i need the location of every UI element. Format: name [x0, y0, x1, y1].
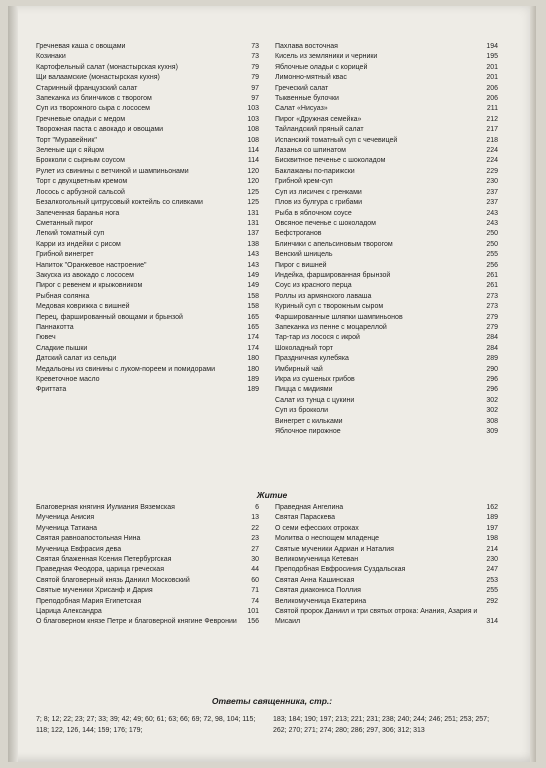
- life-entry: [36, 617, 259, 627]
- recipe-title: Зеленые щи с яйцом: [36, 147, 104, 155]
- recipe-title: Суп из брокколи: [275, 407, 329, 415]
- recipe-entry: [275, 313, 498, 323]
- recipe-page-number: 125: [247, 199, 259, 207]
- recipe-title: Гювеч: [36, 334, 56, 342]
- recipe-entry: [275, 261, 498, 271]
- recipe-title: Картофельный салат (монастырская кухня): [36, 63, 178, 71]
- recipe-page-number: 174: [247, 334, 259, 342]
- recipe-title: Креветочное масло: [36, 376, 100, 383]
- life-title: Святая диакониса Поллия: [275, 587, 361, 595]
- life-page-number: 30: [251, 556, 259, 564]
- life-entry: [36, 555, 259, 565]
- recipe-page-number: 261: [486, 282, 498, 290]
- life-page-number: 71: [251, 587, 259, 595]
- recipe-page-number: 79: [251, 63, 259, 71]
- recipe-page-number: 230: [486, 178, 498, 186]
- recipe-title: Овсяное печенье с шоколадом: [275, 219, 376, 227]
- recipe-page-number: 103: [247, 105, 259, 113]
- recipe-page-number: 224: [486, 157, 498, 165]
- recipe-page-number: 255: [486, 251, 498, 259]
- recipe-entry: [36, 136, 259, 146]
- recipe-title: Пирог с ревенем и крыжовником: [36, 282, 143, 290]
- life-title: Святые мученики Хрисанф и Дария: [36, 587, 153, 595]
- recipe-page-number: 279: [486, 323, 498, 331]
- life-page-number: 314: [486, 618, 498, 626]
- life-page-number: 101: [247, 608, 259, 616]
- recipe-title: Греческий салат: [275, 84, 329, 92]
- recipe-title: Грибной винегрет: [36, 251, 94, 259]
- recipe-title: Лосось с арбузной сальсой: [36, 188, 125, 196]
- life-entry: [36, 586, 259, 596]
- life-title: Святая равноапостольная Нина: [36, 535, 141, 543]
- recipe-page-number: 243: [486, 209, 498, 217]
- recipe-entry: [36, 84, 259, 94]
- life-entry: [275, 576, 498, 586]
- recipe-entry: [275, 42, 498, 52]
- life-entry: [275, 565, 498, 575]
- recipe-page-number: 149: [247, 282, 259, 290]
- recipe-title: Датский салат из сельди: [36, 355, 117, 363]
- recipe-title: Салат «Нисуаз»: [275, 105, 328, 113]
- recipe-title: Суп из лисичек с гренками: [275, 188, 362, 196]
- life-title: О благоверном князе Петре и благоверной княгине Февронии: [36, 618, 237, 626]
- recipe-page-number: 174: [247, 344, 259, 352]
- recipe-page-number: 73: [251, 43, 259, 50]
- life-page-number: 6: [255, 504, 259, 511]
- recipe-entry: [36, 333, 259, 343]
- life-title: Святая Параскева: [275, 514, 336, 522]
- recipe-entry: [275, 52, 498, 62]
- recipe-title: Блинчики с апельсиновым творогом: [275, 240, 393, 248]
- life-entry: [36, 576, 259, 586]
- recipe-title: Лазанья со шпинатом: [275, 147, 346, 155]
- life-entry: [36, 513, 259, 523]
- recipe-title: Испанский томатный суп с чечевицей: [275, 136, 398, 144]
- answers-right: 183; 184; 190; 197; 213; 221; 231; 238; 240; 244; 246; 251; 253; 257; 262; 270; 271; 274; 280; 286; 297, 306; 312; 313: [273, 716, 490, 734]
- recipe-entry: [36, 302, 259, 312]
- recipe-page-number: 243: [486, 219, 498, 227]
- recipe-entry: [36, 375, 259, 385]
- recipe-page-number: 149: [247, 271, 259, 279]
- recipe-title: Паннакотта: [36, 323, 74, 331]
- recipe-entry: [36, 146, 259, 156]
- recipe-entry: [36, 354, 259, 364]
- recipe-title: Имбирный чай: [275, 365, 323, 373]
- recipe-entry: [275, 417, 498, 427]
- recipe-title: Лимонно-мятный квас: [275, 74, 347, 82]
- recipe-title: Праздничная кулебяка: [275, 355, 349, 363]
- recipe-page-number: 229: [486, 167, 498, 175]
- recipe-title: Яблочное пирожное: [275, 428, 341, 436]
- life-page-number: 253: [486, 576, 498, 584]
- recipe-title: Торт "Муравейник": [36, 136, 97, 144]
- recipe-title: Винегрет с кильками: [275, 417, 343, 425]
- recipe-page-number: 237: [486, 188, 498, 196]
- recipe-page-number: 158: [247, 303, 259, 311]
- recipe-page-number: 194: [486, 43, 498, 50]
- recipe-page-number: 206: [486, 84, 498, 92]
- recipe-page-number: 97: [251, 95, 259, 103]
- recipe-entry: [275, 146, 498, 156]
- recipe-title: Баклажаны по-парижски: [275, 167, 355, 175]
- recipe-page-number: 201: [486, 74, 498, 82]
- recipe-title: Шоколадный торт: [275, 344, 333, 352]
- recipe-page-number: 309: [486, 428, 498, 436]
- life-entry: [275, 513, 498, 523]
- recipe-entry: [275, 167, 498, 177]
- recipe-page-number: 273: [486, 292, 498, 300]
- life-entry: [275, 607, 498, 628]
- recipe-entry: [36, 229, 259, 239]
- recipe-page-number: 108: [247, 136, 259, 144]
- recipe-page-number: 273: [486, 303, 498, 311]
- recipe-title: Соус из красного перца: [275, 282, 352, 290]
- recipe-title: Пирог с вишней: [275, 261, 327, 269]
- recipe-entry: [275, 396, 498, 406]
- recipe-entry: [275, 271, 498, 281]
- recipe-page-number: 217: [486, 126, 498, 134]
- recipe-page-number: 165: [247, 313, 259, 321]
- recipe-index: [36, 42, 498, 437]
- recipe-entry: [36, 281, 259, 291]
- page-spine-shadow: [8, 6, 18, 762]
- life-title: Святой пророк Даниил и три святых отрока: Анания, Азария и Мисаил: [275, 608, 478, 626]
- recipe-entry: [36, 115, 259, 125]
- recipe-title: Легкий томатный суп: [36, 230, 105, 238]
- recipe-page-number: 120: [247, 167, 259, 175]
- life-title: Святые мученики Адриан и Наталия: [275, 545, 394, 553]
- recipe-entry: [275, 344, 498, 354]
- recipe-entry: [36, 323, 259, 333]
- recipe-page-number: 212: [486, 115, 498, 123]
- recipe-entry: [275, 219, 498, 229]
- life-title: Святая блаженная Ксения Петербургская: [36, 556, 172, 564]
- recipe-entry: [275, 229, 498, 239]
- recipe-title: Запеканка из пенне с моцареллой: [275, 323, 387, 331]
- recipe-entry: [36, 177, 259, 187]
- recipe-entry: [275, 84, 498, 94]
- recipe-page-number: 180: [247, 365, 259, 373]
- recipe-entry: [36, 63, 259, 73]
- recipe-title: Козинаки: [36, 53, 66, 61]
- recipe-entry: [36, 42, 259, 52]
- life-title: Великомученица Кетеван: [275, 556, 359, 564]
- recipe-entry: [275, 365, 498, 375]
- recipe-title: Суп из творожного сыра с лососем: [36, 105, 150, 113]
- recipe-entry: [275, 427, 498, 437]
- recipe-page-number: 279: [486, 313, 498, 321]
- recipe-entry: [275, 250, 498, 260]
- recipe-page-number: 302: [486, 407, 498, 415]
- recipe-title: Пирог «Дружная семейка»: [275, 115, 362, 123]
- recipe-title: Кисель из земляники и черники: [275, 53, 378, 61]
- recipe-title: Грибной крем-суп: [275, 178, 333, 186]
- recipe-page-number: 289: [486, 355, 498, 363]
- recipe-title: Фриттата: [36, 386, 67, 394]
- recipe-entry: [275, 156, 498, 166]
- life-entry: [275, 524, 498, 534]
- life-title: Преподобная Мария Египетская: [36, 597, 142, 605]
- recipe-entry: [36, 94, 259, 104]
- recipe-title: Гречневые оладьи с медом: [36, 115, 126, 123]
- life-page-number: 230: [486, 556, 498, 564]
- recipe-page-number: 218: [486, 136, 498, 144]
- life-page-number: 214: [486, 545, 498, 553]
- recipe-page-number: 302: [486, 396, 498, 404]
- recipe-title: Щи валаамские (монастырская кухня): [36, 74, 160, 82]
- recipe-page-number: 165: [247, 323, 259, 331]
- life-entry: [275, 597, 498, 607]
- recipe-title: Напиток "Оранжевое настроение": [36, 261, 147, 269]
- recipe-entry: [275, 333, 498, 343]
- recipe-entry: [36, 125, 259, 135]
- life-page-number: 13: [251, 514, 259, 522]
- recipe-page-number: 261: [486, 271, 498, 279]
- recipe-column-right: [275, 42, 498, 437]
- recipe-title: Яблочные оладьи с корицей: [275, 63, 368, 71]
- recipe-entry: [36, 52, 259, 62]
- life-entry: [36, 524, 259, 534]
- recipe-entry: [275, 240, 498, 250]
- life-entry: [275, 555, 498, 565]
- recipe-title: Салат из тунца с цукини: [275, 396, 355, 404]
- recipe-page-number: 103: [247, 115, 259, 123]
- recipe-entry: [275, 115, 498, 125]
- life-title: Мученица Анисия: [36, 514, 95, 522]
- recipe-entry: [36, 219, 259, 229]
- page-edge-shadow: [530, 6, 536, 762]
- recipe-entry: [275, 375, 498, 385]
- recipe-page-number: 138: [247, 240, 259, 248]
- recipe-title: Запеченная баранья нога: [36, 209, 120, 217]
- recipe-entry: [275, 281, 498, 291]
- recipe-entry: [275, 73, 498, 83]
- recipe-column-left: [36, 42, 259, 437]
- life-title: Великомученица Екатерина: [275, 597, 367, 605]
- recipe-title: Фаршированные шляпки шампиньонов: [275, 313, 403, 321]
- life-page-number: 255: [486, 587, 498, 595]
- recipe-entry: [36, 261, 259, 271]
- recipe-entry: [275, 198, 498, 208]
- recipe-page-number: 211: [486, 105, 498, 113]
- life-entry: [36, 534, 259, 544]
- recipe-entry: [36, 73, 259, 83]
- recipe-title: Тыквенные булочки: [275, 95, 339, 103]
- life-title: Преподобная Евфросиния Суздальская: [275, 566, 406, 574]
- recipe-page-number: 180: [247, 355, 259, 363]
- recipe-page-number: 256: [486, 261, 498, 269]
- life-page-number: 44: [251, 566, 259, 574]
- recipe-page-number: 137: [247, 230, 259, 238]
- life-title: Мученица Евфрасия дева: [36, 545, 122, 553]
- recipe-title: Сладкие пышки: [36, 344, 88, 352]
- recipe-title: Бисквитное печенье с шоколадом: [275, 157, 386, 165]
- life-entry: [36, 607, 259, 617]
- answers-section-title: Ответы священника, стр.:: [211, 696, 333, 706]
- recipe-entry: [36, 292, 259, 302]
- life-title: Царица Александра: [36, 608, 102, 616]
- recipe-title: Запеканка из блинчиков с творогом: [36, 95, 152, 103]
- life-title: Мученица Татиана: [36, 524, 98, 532]
- answers-page-list: [36, 714, 498, 736]
- lives-column-right: [275, 503, 498, 628]
- recipe-title: Медовая коврижка с вишней: [36, 303, 130, 311]
- recipe-page-number: 284: [486, 344, 498, 352]
- recipe-entry: [36, 104, 259, 114]
- recipe-entry: [275, 209, 498, 219]
- recipe-title: Бефстроганов: [275, 230, 322, 238]
- recipe-entry: [275, 406, 498, 416]
- recipe-page-number: 296: [486, 386, 498, 394]
- lives-section-title: Житие: [256, 490, 288, 500]
- life-page-number: 292: [486, 597, 498, 605]
- recipe-entry: [36, 167, 259, 177]
- recipe-title: Рулет из свинины с ветчиной и шампиньонами: [36, 167, 189, 175]
- recipe-entry: [275, 136, 498, 146]
- recipe-title: Творожная паста с авокадо и овощами: [36, 126, 164, 134]
- recipe-title: Плов из булгура с грибами: [275, 199, 363, 207]
- recipe-title: Сметанный пирог: [36, 219, 94, 227]
- life-page-number: 22: [251, 524, 259, 532]
- recipe-page-number: 114: [247, 147, 259, 155]
- life-title: Праведная Ангелина: [275, 504, 344, 511]
- recipe-entry: [275, 125, 498, 135]
- recipe-entry: [275, 177, 498, 187]
- recipe-title: Рыба в яблочном соусе: [275, 209, 352, 217]
- life-page-number: 27: [251, 545, 259, 553]
- recipe-title: Закуска из авокадо с лососем: [36, 271, 134, 279]
- recipe-page-number: 201: [486, 63, 498, 71]
- recipe-entry: [275, 292, 498, 302]
- lives-index: [36, 503, 498, 628]
- recipe-entry: [275, 385, 498, 395]
- recipe-entry: [36, 198, 259, 208]
- recipe-title: Брокколи с сырным соусом: [36, 157, 125, 165]
- recipe-title: Пахлава восточная: [275, 43, 338, 50]
- life-title: Молитва о несгющем младенце: [275, 535, 380, 543]
- life-title: Праведная Феодора, царица греческая: [36, 566, 164, 574]
- life-page-number: 162: [486, 504, 498, 511]
- recipe-title: Тайландский пряный салат: [275, 126, 364, 134]
- life-entry: [275, 534, 498, 544]
- answers-left: 7; 8; 12; 22; 23; 27; 33; 39; 42; 49; 60; 61; 63; 66; 69; 72, 98, 104; 115; 118; 122, 126, 144; 159; 176; 179;: [36, 716, 256, 734]
- life-title: Святая Анна Кашинская: [275, 576, 355, 584]
- recipe-page-number: 131: [247, 219, 259, 227]
- recipe-entry: [36, 313, 259, 323]
- recipe-title: Рыбная солянка: [36, 292, 90, 300]
- life-entry: [36, 597, 259, 607]
- recipe-page-number: 108: [247, 126, 259, 134]
- recipe-page-number: 206: [486, 95, 498, 103]
- recipe-entry: [275, 94, 498, 104]
- life-page-number: 189: [486, 514, 498, 522]
- recipe-title: Безалкогольный цитрусовый коктейль со сливками: [36, 199, 203, 207]
- recipe-page-number: 97: [251, 84, 259, 92]
- recipe-title: Перец, фаршированный овощами и брынзой: [36, 313, 183, 321]
- recipe-page-number: 143: [247, 261, 259, 269]
- recipe-page-number: 189: [247, 386, 259, 394]
- life-title: Благоверная княгиня Иулиания Вяземская: [36, 504, 175, 511]
- life-entry: [275, 503, 498, 513]
- life-entry: [36, 545, 259, 555]
- lives-column-left: [36, 503, 259, 628]
- recipe-page-number: 120: [247, 178, 259, 186]
- recipe-page-number: 296: [486, 376, 498, 383]
- book-page: [8, 6, 536, 762]
- life-entry: [36, 503, 259, 513]
- recipe-title: Венский шницель: [275, 251, 333, 259]
- life-entry: [36, 565, 259, 575]
- life-page-number: 198: [486, 535, 498, 543]
- recipe-entry: [275, 302, 498, 312]
- recipe-entry: [36, 240, 259, 250]
- recipe-page-number: 131: [247, 209, 259, 217]
- recipe-title: Медальоны из свинины с луком-пореем и помидорами: [36, 365, 215, 373]
- recipe-entry: [275, 188, 498, 198]
- recipe-entry: [36, 365, 259, 375]
- recipe-title: Куриный суп с творожным сыром: [275, 303, 384, 311]
- recipe-title: Пицца с мидиями: [275, 386, 333, 394]
- recipe-entry: [275, 63, 498, 73]
- recipe-title: Гречневая каша с овощами: [36, 43, 126, 50]
- recipe-page-number: 158: [247, 292, 259, 300]
- recipe-title: Роллы из армянского лаваша: [275, 292, 372, 300]
- recipe-page-number: 308: [486, 417, 498, 425]
- life-page-number: 247: [486, 566, 498, 574]
- life-page-number: 23: [251, 535, 259, 543]
- life-page-number: 74: [251, 597, 259, 605]
- recipe-entry: [36, 271, 259, 281]
- recipe-title: Карри из индейки с рисом: [36, 240, 121, 248]
- recipe-page-number: 79: [251, 74, 259, 82]
- recipe-page-number: 224: [486, 147, 498, 155]
- life-page-number: 156: [247, 618, 259, 626]
- recipe-title: Торт с двухцветным кремом: [36, 178, 128, 186]
- recipe-title: Старинный французский салат: [36, 84, 138, 92]
- recipe-entry: [36, 209, 259, 219]
- recipe-page-number: 237: [486, 199, 498, 207]
- recipe-entry: [36, 385, 259, 395]
- life-entry: [275, 545, 498, 555]
- recipe-title: Тар-тар из лосося с икрой: [275, 334, 360, 342]
- recipe-page-number: 73: [251, 53, 259, 61]
- life-page-number: 60: [251, 576, 259, 584]
- recipe-entry: [275, 104, 498, 114]
- recipe-entry: [36, 344, 259, 354]
- recipe-title: Индейка, фаршированная брынзой: [275, 271, 391, 279]
- recipe-page-number: 195: [486, 53, 498, 61]
- recipe-entry: [275, 354, 498, 364]
- recipe-entry: [36, 188, 259, 198]
- recipe-page-number: 290: [486, 365, 498, 373]
- recipe-page-number: 284: [486, 334, 498, 342]
- recipe-page-number: 189: [247, 376, 259, 383]
- recipe-page-number: 250: [486, 230, 498, 238]
- life-title: Святой благоверный князь Даниил Московский: [36, 576, 190, 584]
- recipe-page-number: 250: [486, 240, 498, 248]
- recipe-page-number: 143: [247, 251, 259, 259]
- recipe-page-number: 125: [247, 188, 259, 196]
- recipe-page-number: 114: [247, 157, 259, 165]
- life-page-number: 197: [486, 524, 498, 532]
- recipe-entry: [36, 156, 259, 166]
- recipe-entry: [275, 323, 498, 333]
- life-title: О семи ефесских отроках: [275, 524, 359, 532]
- recipe-title: Икра из сушеных грибов: [275, 376, 355, 383]
- life-entry: [275, 586, 498, 596]
- recipe-entry: [36, 250, 259, 260]
